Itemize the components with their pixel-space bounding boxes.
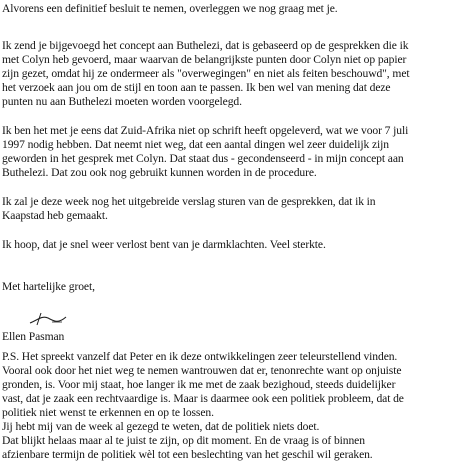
postscript-line-1: P.S. Het spreekt vanzelf dat Peter en ik deze ontwikkelingen zeer teleurstellend vinden. <box>2 350 398 363</box>
signatory-name: Ellen Pasman <box>2 330 65 343</box>
postscript-line-5: politiek niet wenst te erkennen en op te lossen. <box>2 406 214 419</box>
paragraph3-line-2: Kaapstad heb gemaakt. <box>2 209 108 222</box>
paragraph2-line-1: Ik ben het met je eens dat Zuid-Afrika niet op schrift heeft opgeleverd, wat we voor 7 juli <box>2 124 409 137</box>
postscript-line-6: Jij hebt mij van de week al gezegd te weten, dat de politiek niets doet. <box>2 420 320 433</box>
paragraph1-line-2: met Colyn heb gevoerd, maar waarvan de belangrijkste punten door Colyn niet op papier <box>2 53 407 66</box>
postscript-line-8: afzienbare termijn de politiek wèl tot een beslechting van het geschil wil geraken. <box>2 448 373 461</box>
intro-line: Alvorens een definitief besluit te nemen, overleggen we nog graag met je. <box>2 2 338 15</box>
postscript-line-4: vast, dat je zaak een rechtvaardige is. Maar is daarmee ook een politiek probleem, dat de <box>2 392 404 405</box>
paragraph3-line-1: Ik zal je deze week nog het uitgebreide verslag sturen van de gesprekken, dat ik in <box>2 195 376 208</box>
paragraph1-line-5: punten nu aan Buthelezi moeten worden voorgelegd. <box>2 95 242 108</box>
paragraph1-line-4: het verzoek aan jou om de stijl en toon aan te passen. Ik ben wel van mening dat deze <box>2 81 391 94</box>
paragraph1-line-1: Ik zend je bijgevoegd het concept aan Buthelezi, dat is gebaseerd op de gesprekken die ik <box>2 39 409 52</box>
postscript-line-3: gronden, is. Voor mij staat, hoe langer ik me met de zaak bezighoud, steeds duidelijker <box>2 378 396 391</box>
paragraph1-line-3: zijn gezet, omdat hij ze ondermeer als "overwegingen" en niet als feiten beschouwd", met <box>2 67 410 80</box>
postscript-line-2: Vooral ook door het niet weg te nemen wantrouwen dat er, tenonrechte want op onjuiste <box>2 364 402 377</box>
paragraph2-line-4: Buthelezi. Dat zou ook nog gebruikt kunnen worden in de procedure. <box>2 166 317 179</box>
handwritten-signature <box>28 311 68 327</box>
paragraph4-line: Ik hoop, dat je snel weer verlost bent van je darmklachten. Veel sterkte. <box>2 238 326 251</box>
postscript-line-7: Dat blijkt helaas maar al te juist te zijn, op dit moment. En de vraag is of binnen <box>2 434 365 447</box>
closing-line: Met hartelijke groet, <box>2 280 95 293</box>
paragraph2-line-3: geworden in het gesprek met Colyn. Dat staat dus - gecondenseerd - in mijn concept aan <box>2 152 404 165</box>
paragraph2-line-2: 1997 nodig hebben. Dat neemt niet weg, dat een aantal dingen wel zeer duidelijk zijn <box>2 138 389 151</box>
